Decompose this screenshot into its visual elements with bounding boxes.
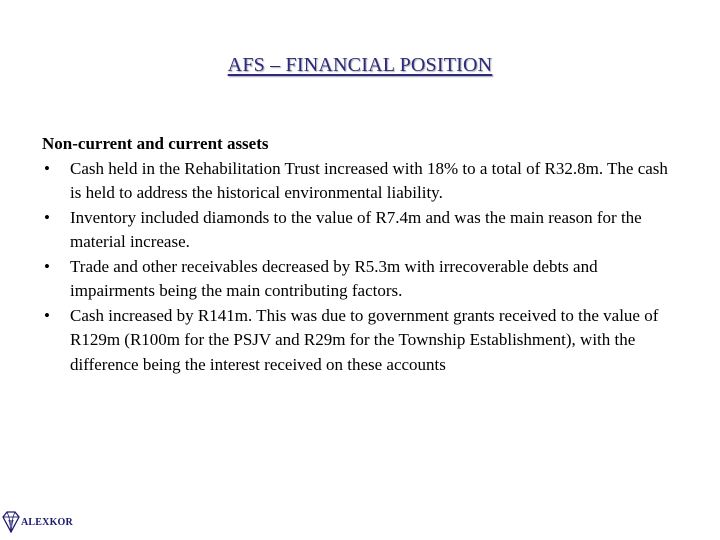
bullet-text: Inventory included diamonds to the value of R7.4m and was the main reason for the material increase. <box>70 207 642 251</box>
logo-text: ALEXKOR <box>21 516 73 528</box>
slide-title: AFS – FINANCIAL POSITION <box>227 54 493 76</box>
bullet-text: Trade and other receivables decreased by R5.3m with irrecoverable debts and impairments being the main contributing factors. <box>70 256 598 300</box>
bullet-marker: • <box>44 305 50 325</box>
bullet-item <box>42 157 682 206</box>
bullet-item <box>42 255 682 304</box>
company-logo <box>2 511 73 533</box>
section-heading: Non-current and current assets <box>42 134 269 153</box>
bullet-text: Cash held in the Rehabilitation Trust increased with 18% to a total of R32.8m. The cash is held to address the historical environmental liability. <box>70 158 668 202</box>
bullet-marker: • <box>44 207 50 227</box>
content-body <box>42 132 682 377</box>
bullet-item <box>42 206 682 255</box>
bullet-text: Cash increased by R141m. This was due to government grants received to the value of R129m (R100m for the PSJV and R29m for the Township Establishment), with the difference being the interest received on these accounts <box>70 305 659 374</box>
bullet-list <box>42 157 682 378</box>
bullet-item <box>42 304 682 378</box>
bullet-marker: • <box>44 158 50 178</box>
diamond-logo-icon <box>2 511 20 533</box>
bullet-marker: • <box>44 256 50 276</box>
